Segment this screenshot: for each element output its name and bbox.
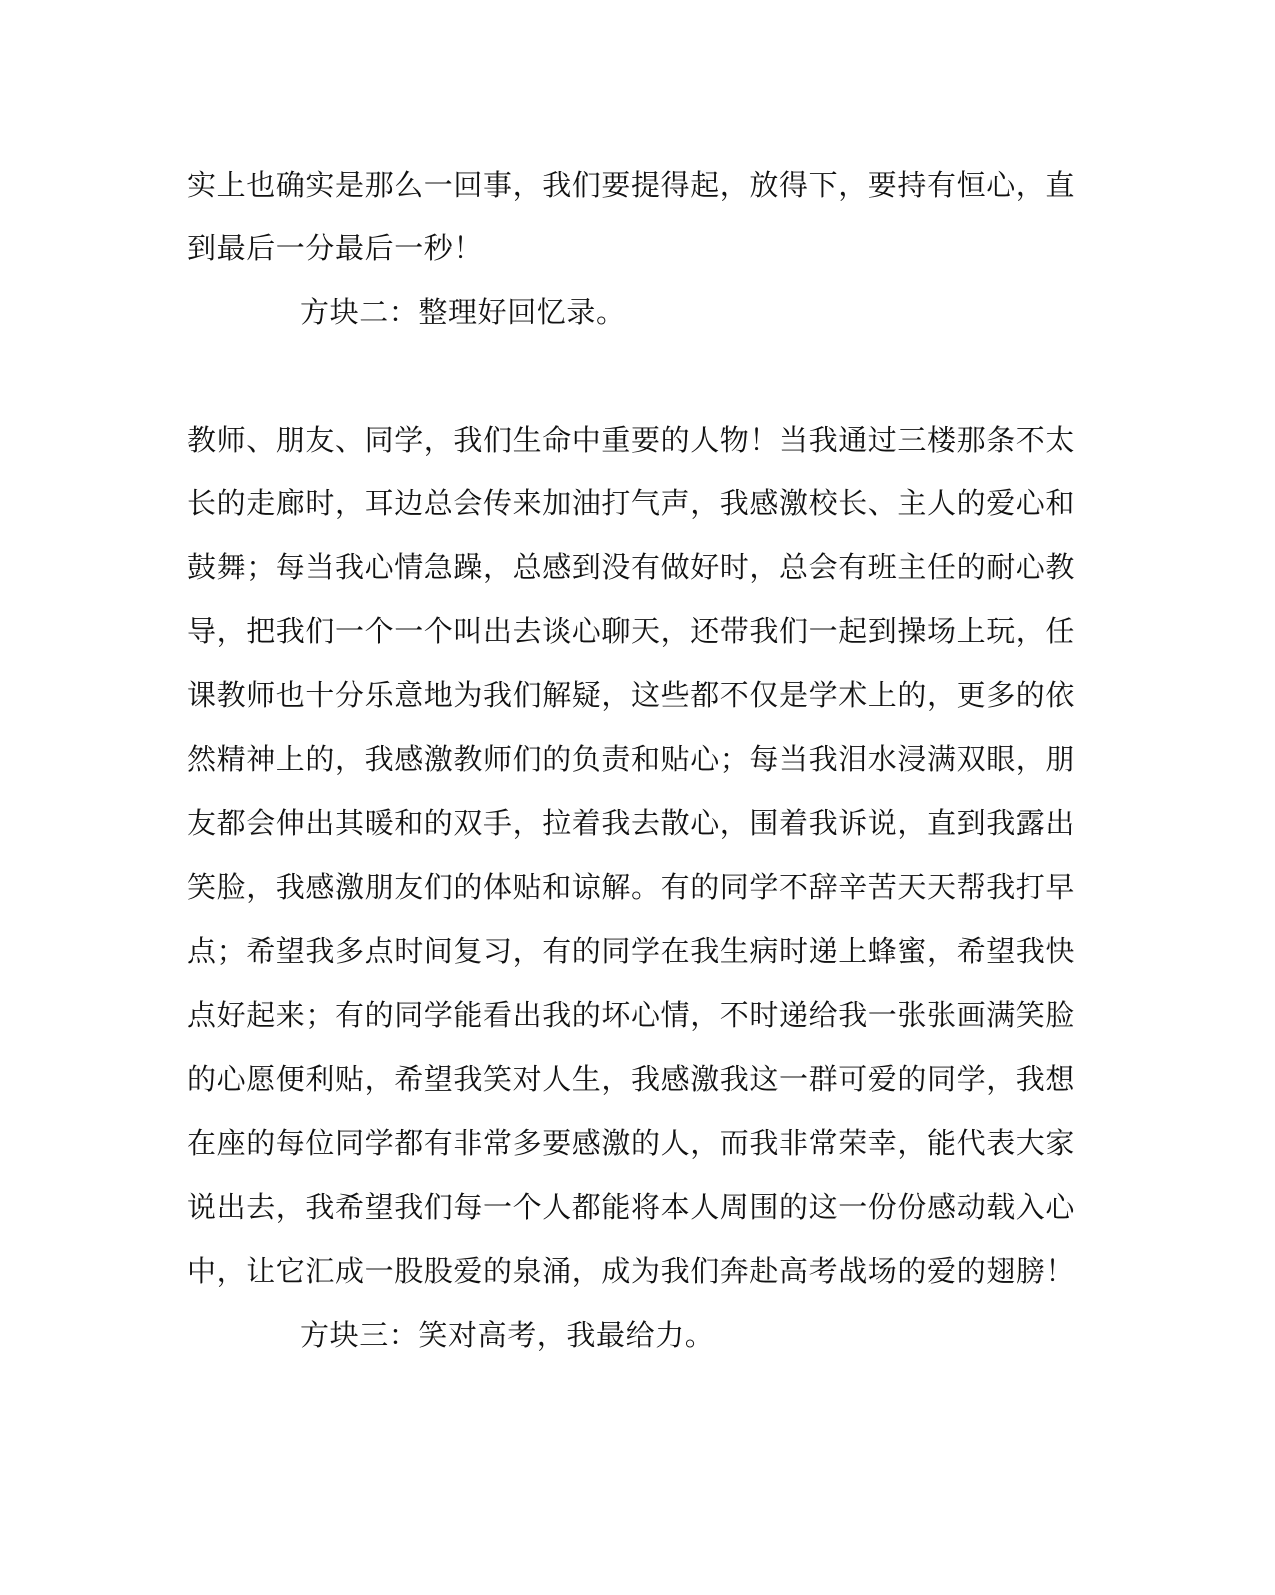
paragraph-line: 点；希望我多点时间复习，有的同学在我生病时递上蜂蜜，希望我快 (187, 934, 1076, 968)
section3-heading: 方块三：笑对高考，我最给力。 (300, 1318, 715, 1352)
intro-line-2: 到最后一分最后一秒！ (187, 231, 484, 265)
paragraph-line: 在座的每位同学都有非常多要感激的人，而我非常荣幸，能代表大家 (187, 1126, 1076, 1160)
intro-line-1: 实上也确实是那么一回事，我们要提得起，放得下，要持有恒心，直 (187, 168, 1076, 202)
paragraph-line: 导，把我们一个一个叫出去谈心聊天，还带我们一起到操场上玩，任 (187, 614, 1076, 648)
paragraph-line: 然精神上的，我感激教师们的负责和贴心；每当我泪水浸满双眼，朋 (187, 742, 1076, 776)
paragraph-line: 说出去，我希望我们每一个人都能将本人周围的这一份份感动载入心 (187, 1190, 1076, 1224)
paragraph-line: 鼓舞；每当我心情急躁，总感到没有做好时，总会有班主任的耐心教 (187, 550, 1076, 584)
paragraph-line: 中，让它汇成一股股爱的泉涌，成为我们奔赴高考战场的爱的翅膀！ (187, 1254, 1076, 1288)
paragraph-line: 教师、朋友、同学，我们生命中重要的人物！当我通过三楼那条不太 (187, 423, 1076, 457)
paragraph-line: 课教师也十分乐意地为我们解疑，这些都不仅是学术上的，更多的依 (187, 678, 1076, 712)
paragraph-line: 长的走廊时，耳边总会传来加油打气声，我感激校长、主人的爱心和 (187, 486, 1076, 520)
paragraph-line: 笑脸，我感激朋友们的体贴和谅解。有的同学不辞辛苦天天帮我打早 (187, 870, 1076, 904)
paragraph-line: 友都会伸出其暖和的双手，拉着我去散心，围着我诉说，直到我露出 (187, 806, 1076, 840)
paragraph-line: 点好起来；有的同学能看出我的坏心情，不时递给我一张张画满笑脸 (187, 998, 1076, 1032)
paragraph-line: 的心愿便利贴，希望我笑对人生，我感激我这一群可爱的同学，我想 (187, 1062, 1076, 1096)
section2-heading: 方块二：整理好回忆录。 (300, 295, 626, 329)
